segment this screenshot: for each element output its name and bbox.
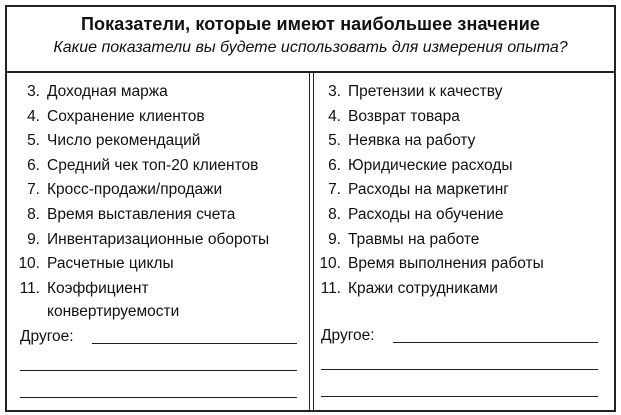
other-input-line[interactable] (92, 343, 297, 344)
list-item (18, 203, 303, 228)
item-number: 8. (328, 205, 341, 223)
item-text: Кросс-продажи/продажи (47, 181, 223, 199)
list-item (18, 277, 303, 323)
item-text: Сохранение клиентов (47, 107, 205, 125)
item-number: 6. (328, 156, 341, 174)
blank-line-row (319, 374, 604, 401)
item-text: Число рекомендаций (47, 132, 201, 150)
item-text: Средний чек топ-20 клиентов (47, 156, 259, 174)
list-item (18, 154, 303, 179)
list-item (18, 252, 303, 277)
list-item (319, 105, 604, 130)
column-divider (309, 71, 314, 410)
item-number: 4. (328, 107, 341, 125)
blank-line-row (319, 347, 604, 374)
item-number: 11. (19, 279, 40, 297)
worksheet-subtitle: Какие показатели вы будете использовать для измерения опыта? (53, 39, 568, 56)
other-label: Другое: (321, 327, 375, 345)
item-text: Травмы на работе (348, 230, 480, 248)
item-number: 4. (27, 107, 40, 125)
blank-input-line[interactable] (321, 369, 598, 370)
other-entry (319, 324, 604, 347)
item-text: Коэффициент конвертируемости (47, 279, 180, 320)
list-item (319, 154, 604, 179)
item-text: Время выполнения работы (348, 255, 544, 273)
item-text: Расходы на обучение (348, 205, 504, 223)
item-text: Кражи сотрудниками (348, 279, 498, 297)
item-number: 10. (319, 255, 341, 273)
item-number: 10. (18, 255, 40, 273)
other-entry (18, 325, 303, 348)
item-text: Претензии к качеству (348, 83, 503, 100)
item-number: 6. (27, 156, 40, 174)
item-number: 8. (27, 205, 40, 223)
list-item (319, 277, 604, 302)
item-number: 9. (27, 230, 40, 248)
list-item (319, 129, 604, 154)
right-metric-list (319, 80, 604, 301)
blank-input-line[interactable] (20, 397, 297, 398)
item-text: Возврат товара (348, 107, 460, 125)
item-number: 7. (27, 181, 40, 199)
list-item (319, 228, 604, 253)
item-text: Доходная маржа (47, 83, 168, 100)
item-number: 11. (320, 279, 341, 297)
item-text: Юридические расходы (348, 156, 513, 174)
list-item (319, 252, 604, 277)
left-column (18, 80, 303, 402)
metrics-worksheet (5, 5, 616, 412)
worksheet-header (7, 7, 614, 73)
other-input-line[interactable] (393, 342, 598, 343)
item-text: Инвентаризационные обороты (47, 230, 270, 248)
blank-line-row (18, 348, 303, 375)
item-number: 9. (328, 230, 341, 248)
list-item (319, 203, 604, 228)
right-column (319, 80, 604, 401)
list-item (319, 80, 604, 105)
blank-input-line[interactable] (20, 370, 297, 371)
left-metric-list (18, 80, 303, 323)
item-text: Расчетные циклы (47, 255, 174, 273)
other-label: Другое: (20, 327, 74, 345)
list-item (18, 105, 303, 130)
blank-line-row (18, 375, 303, 402)
item-text: Неявка на работу (348, 132, 476, 150)
item-number: 3. (328, 83, 341, 100)
item-number: 5. (328, 132, 341, 150)
item-number: 7. (328, 181, 341, 199)
item-text: Время выставления счета (47, 205, 236, 223)
item-number: 5. (27, 132, 40, 150)
item-number: 3. (27, 83, 40, 100)
list-item (18, 129, 303, 154)
list-item (18, 80, 303, 105)
list-item (319, 178, 604, 203)
list-item (18, 228, 303, 253)
list-item (18, 178, 303, 203)
item-text: Расходы на маркетинг (348, 181, 509, 199)
worksheet-title: Показатели, которые имеют наибольшее значение (80, 14, 541, 34)
blank-input-line[interactable] (321, 396, 598, 397)
